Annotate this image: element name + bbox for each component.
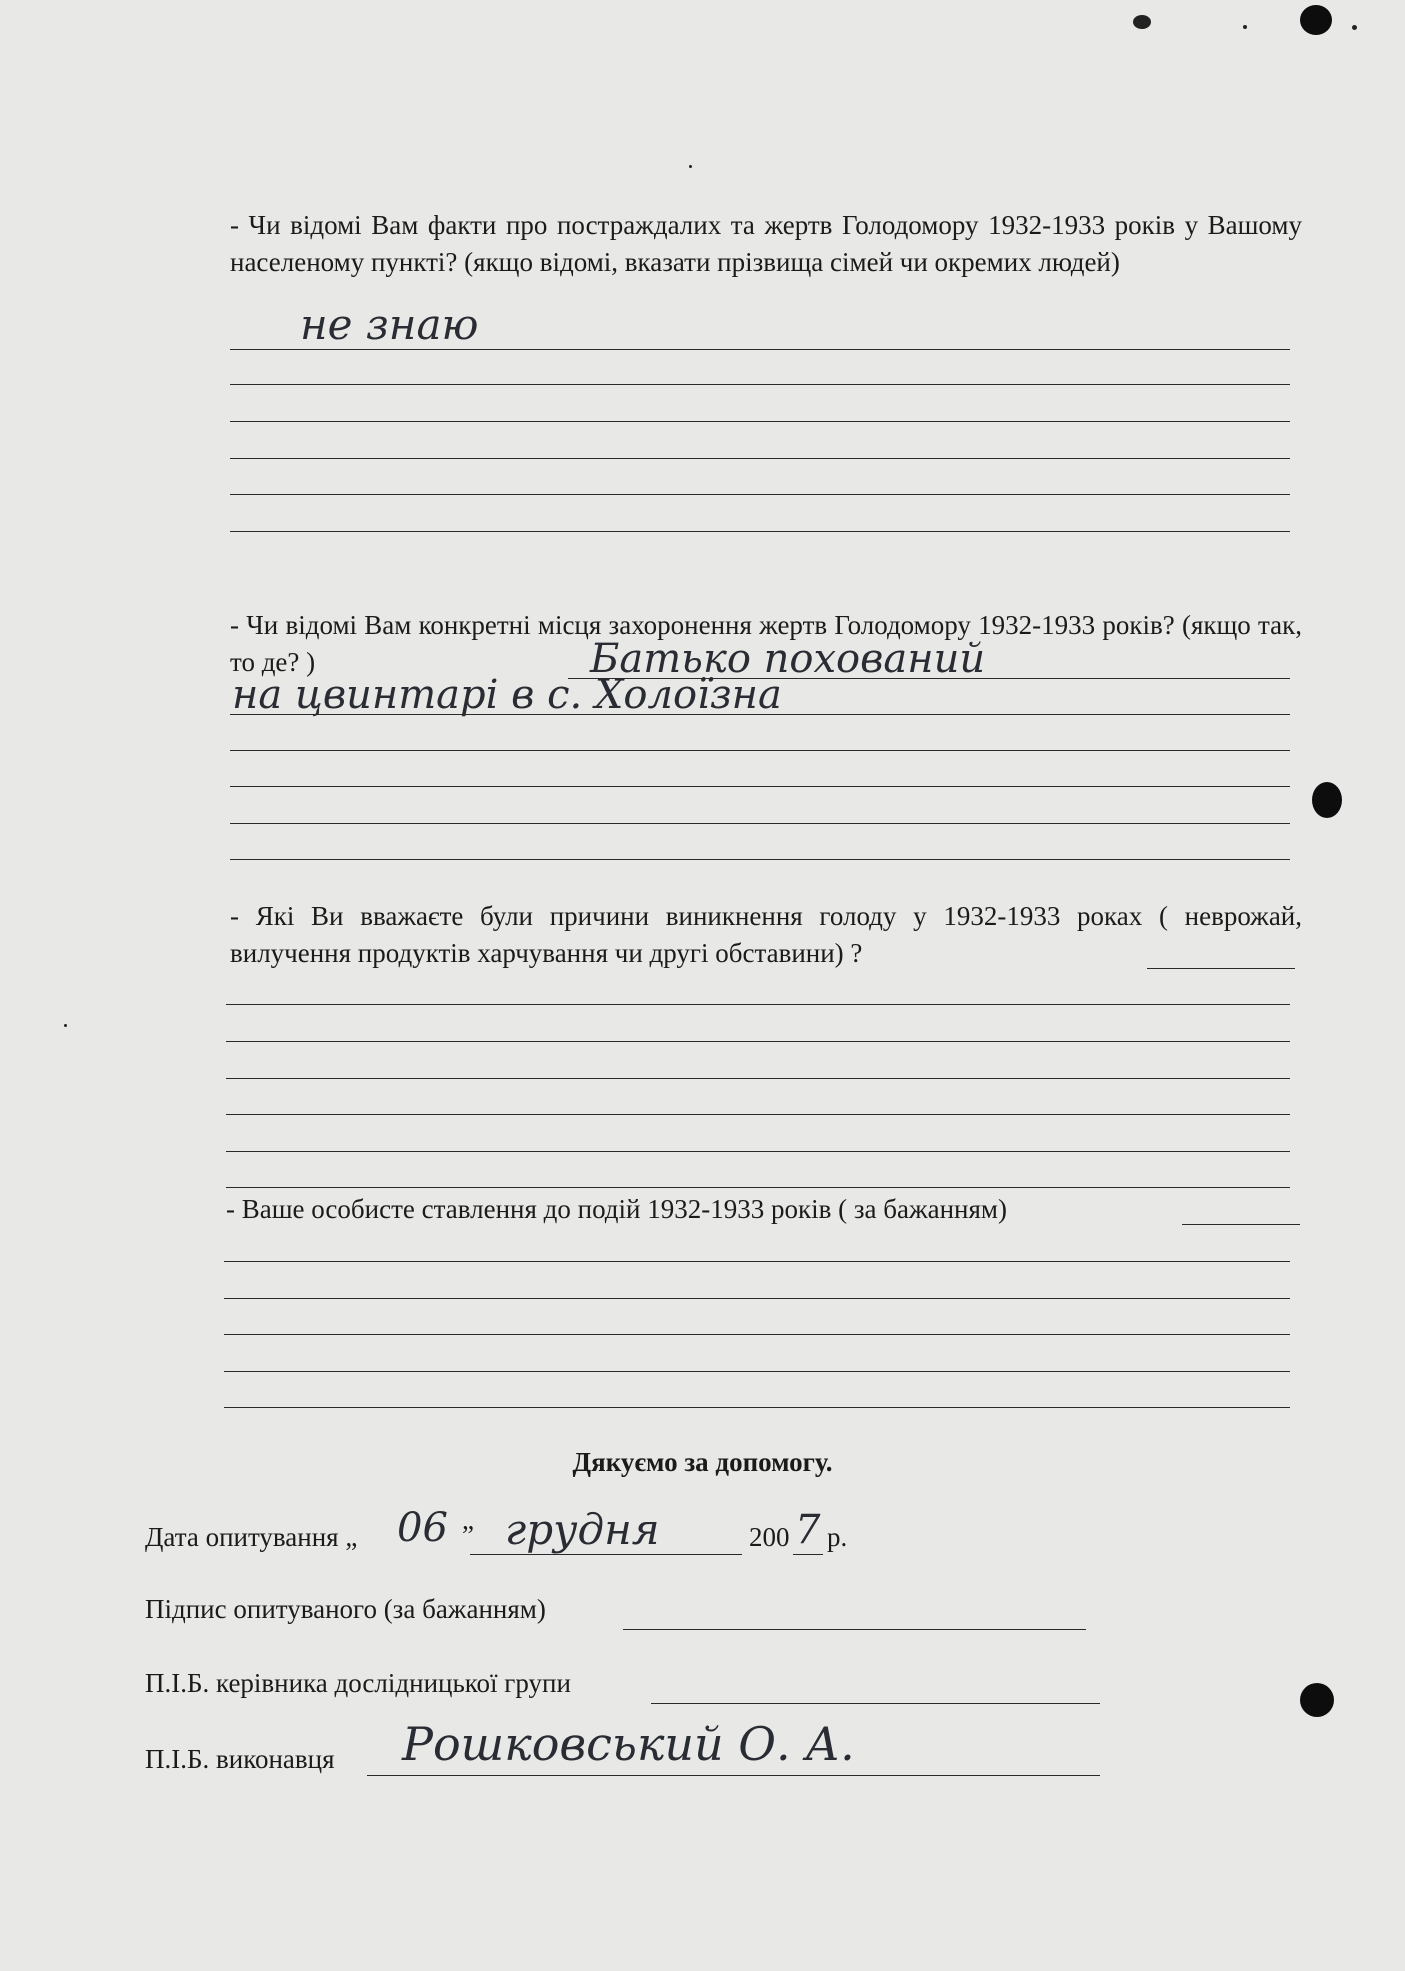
- question-4-text: - Ваше особисте ставлення до подій 1932-1933 років ( за бажанням): [226, 1194, 1007, 1224]
- executor-line: [367, 1775, 1100, 1776]
- scan-speck: [689, 165, 692, 168]
- date-suffix: р.: [827, 1522, 848, 1552]
- date-day-handwriting: 06: [397, 1505, 448, 1551]
- answer-line: [226, 1114, 1290, 1115]
- answer-line: [1147, 968, 1295, 969]
- group-head-label: П.І.Б. керівника дослідницької групи: [145, 1668, 571, 1698]
- date-year-prefix: 200: [749, 1522, 790, 1552]
- answer-2-handwriting-line-1: Батько похований: [590, 636, 986, 682]
- date-close-quote: ”: [462, 1520, 474, 1550]
- date-label: Дата опитування „: [145, 1522, 358, 1552]
- group-head-line: [651, 1703, 1100, 1704]
- punch-hole: [1300, 1683, 1334, 1717]
- date-month-handwriting: грудня: [505, 1505, 660, 1554]
- answer-line: [224, 1261, 1290, 1262]
- answer-line: [230, 384, 1290, 385]
- answer-line: [230, 531, 1290, 532]
- answer-line: [226, 1004, 1290, 1005]
- answer-line: [568, 678, 1290, 679]
- answer-line: [230, 458, 1290, 459]
- date-year-digit-handwriting: 7: [795, 1507, 821, 1553]
- answer-line: [230, 786, 1290, 787]
- answer-line: [1182, 1224, 1300, 1225]
- question-1-text: - Чи відомі Вам факти про постраждалих та жертв Голодомору 1932-1933 років у Вашому населеному пункті? (якщо відомі, вказати прізвища сімей чи окремих людей): [230, 210, 1302, 277]
- question-2-text: - Чи відомі Вам конкретні місця захоронення жертв Голодомору 1932-1933 років? (якщо так, то де? ): [230, 610, 1302, 677]
- executor-name-handwriting: Рошковський О. А.: [402, 1717, 855, 1771]
- answer-line: [230, 349, 1290, 350]
- executor-label: П.І.Б. виконавця: [145, 1744, 335, 1774]
- signature-line: [623, 1629, 1086, 1630]
- answer-line: [230, 494, 1290, 495]
- scan-speck: [1352, 25, 1357, 30]
- scan-speck: [64, 1024, 67, 1027]
- answer-line: [230, 421, 1290, 422]
- answer-line: [226, 1078, 1290, 1079]
- punch-hole: [1312, 782, 1342, 818]
- punch-hole: [1300, 5, 1332, 35]
- answer-line: [230, 714, 1290, 715]
- answer-line: [230, 823, 1290, 824]
- answer-line: [224, 1298, 1290, 1299]
- question-3-text: - Які Ви вважаєте були причини виникнення голоду у 1932-1933 роках ( неврожай, вилучення продуктів харчування чи другі обставини) ?: [230, 901, 1302, 968]
- answer-line: [230, 859, 1290, 860]
- answer-line: [230, 750, 1290, 751]
- answer-2-handwriting-line-2: на цвинтарі в с. Холоїзна: [232, 672, 782, 718]
- answer-line: [224, 1334, 1290, 1335]
- date-month-line: [470, 1554, 742, 1555]
- answer-line: [224, 1407, 1290, 1408]
- date-year-line: [793, 1554, 823, 1555]
- thanks-heading: Дякуємо за допомогу.: [572, 1447, 833, 1477]
- answer-1-handwriting: не знаю: [300, 300, 479, 349]
- answer-line: [226, 1151, 1290, 1152]
- scan-speck: [1243, 25, 1247, 29]
- answer-line: [226, 1041, 1290, 1042]
- answer-line: [224, 1371, 1290, 1372]
- scan-speck: [1133, 15, 1151, 29]
- answer-line: [226, 1187, 1290, 1188]
- signature-label: Підпис опитуваного (за бажанням): [145, 1594, 546, 1624]
